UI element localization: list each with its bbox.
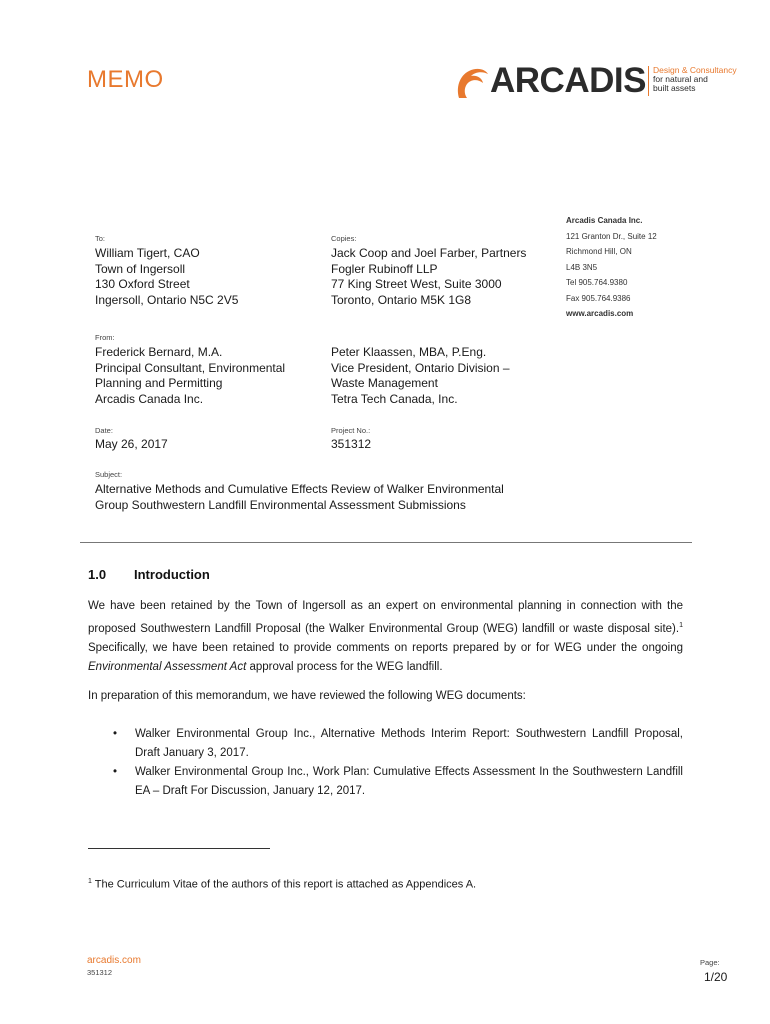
address-line: Richmond Hill, ON [566, 247, 632, 256]
subject-label: Subject: [95, 470, 123, 479]
logo-tagline-line: built assets [653, 83, 696, 93]
from-author-2 [331, 345, 510, 407]
footnote-text: The Curriculum Vitae of the authors of this report is attached as Appendices A. [91, 878, 477, 891]
company-website[interactable]: www.arcadis.com [566, 309, 634, 318]
bullet-icon: • [113, 766, 118, 778]
memo-title: MEMO [87, 66, 164, 93]
bullet-icon: • [113, 728, 118, 740]
header-divider [80, 542, 692, 543]
footnote-divider [88, 848, 270, 849]
copies-line: 77 King Street West, Suite 3000 [331, 277, 502, 291]
footnote-number: 1 [88, 878, 92, 885]
copies-line: Jack Coop and Joel Farber, Partners [331, 246, 527, 260]
page-number: 1/20 [704, 970, 728, 984]
company-address [566, 213, 657, 322]
project-number: 351312 [331, 437, 372, 451]
from-line: Principal Consultant, Environmental [95, 360, 286, 375]
document-list [113, 725, 683, 801]
section-number: 1.0 [88, 567, 107, 582]
to-line: 130 Oxford Street [95, 277, 190, 291]
arcadis-flame-icon [455, 64, 489, 100]
page-label: Page: [700, 958, 720, 967]
logo-tagline-line: for natural and [653, 74, 708, 84]
intro-text: approval process for the WEG landfill. [246, 660, 443, 673]
from-line: Waste Management [331, 376, 438, 390]
copies-label: Copies: [331, 234, 357, 243]
subject-text [95, 481, 504, 513]
subject-line: Alternative Methods and Cumulative Effects Review of Walker Environmental [95, 482, 504, 496]
logo-divider [648, 66, 649, 96]
address-line: Tel 905.764.9380 [566, 278, 628, 287]
to-line: Town of Ingersoll [95, 261, 186, 276]
copies-recipient [331, 246, 526, 308]
intro-text: Specifically, we have been retained to provide comments on reports prepared by or for WEG under the ongoing [88, 641, 683, 654]
from-label: From: [95, 333, 115, 342]
to-line: Ingersoll, Ontario N5C 2V5 [95, 292, 239, 307]
footer-project-number: 351312 [87, 968, 113, 977]
address-line: Fax 905.764.9386 [566, 293, 631, 303]
section-title: Introduction [134, 567, 210, 582]
intro-paragraph [88, 597, 683, 677]
intro-text: We have been retained by the Town of Ingersoll as an expert on environmental planning in connection with the proposed Southwestern Landfill Proposal (the Walker Environmental Group (WEG) landfill or waste disposal site). [88, 600, 683, 635]
address-line: 121 Granton Dr., Suite 12 [566, 231, 657, 241]
list-item [113, 725, 683, 763]
to-label: To: [95, 234, 106, 243]
to-recipient [95, 246, 238, 308]
logo-wordmark: ARCADIS [490, 61, 646, 100]
arcadis-logo [455, 62, 745, 102]
to-line: William Tigert, CAO [95, 246, 200, 260]
footnote-reference[interactable]: 1 [679, 622, 683, 629]
review-paragraph: In preparation of this memorandum, we have reviewed the following WEG documents: [88, 690, 526, 702]
list-item [113, 763, 683, 801]
from-line: Arcadis Canada Inc. [95, 391, 204, 406]
logo-tagline [653, 66, 737, 93]
subject-line: Group Southwestern Landfill Environmental Assessment Submissions [95, 498, 466, 512]
date-label: Date: [95, 426, 113, 435]
from-line: Vice President, Ontario Division – [331, 360, 510, 375]
footnote [88, 878, 476, 891]
from-line: Frederick Bernard, M.A. [95, 345, 223, 359]
copies-line: Fogler Rubinoff LLP [331, 261, 438, 276]
act-name: Environmental Assessment Act [88, 660, 247, 673]
copies-line: Toronto, Ontario M5K 1G8 [331, 292, 472, 307]
date-value: May 26, 2017 [95, 437, 168, 451]
from-line: Planning and Permitting [95, 376, 223, 390]
from-author-1 [95, 345, 285, 407]
project-label: Project No.: [331, 426, 371, 435]
footer-link[interactable]: arcadis.com [87, 955, 141, 966]
address-line: L4B 3N5 [566, 262, 598, 272]
from-line: Tetra Tech Canada, Inc. [331, 391, 458, 406]
from-line: Peter Klaassen, MBA, P.Eng. [331, 345, 487, 359]
company-name: Arcadis Canada Inc. [566, 216, 643, 225]
list-item-text: Walker Environmental Group Inc., Work Plan: Cumulative Effects Assessment In the Southwestern Landfill EA – Draft For Discussion, January 12, 2017. [135, 766, 683, 797]
logo-tagline-line: Design & Consultancy [653, 65, 737, 75]
list-item-text: Walker Environmental Group Inc., Alternative Methods Interim Report: Southwestern Landfill Proposal, Draft January 3, 2017. [135, 728, 683, 759]
